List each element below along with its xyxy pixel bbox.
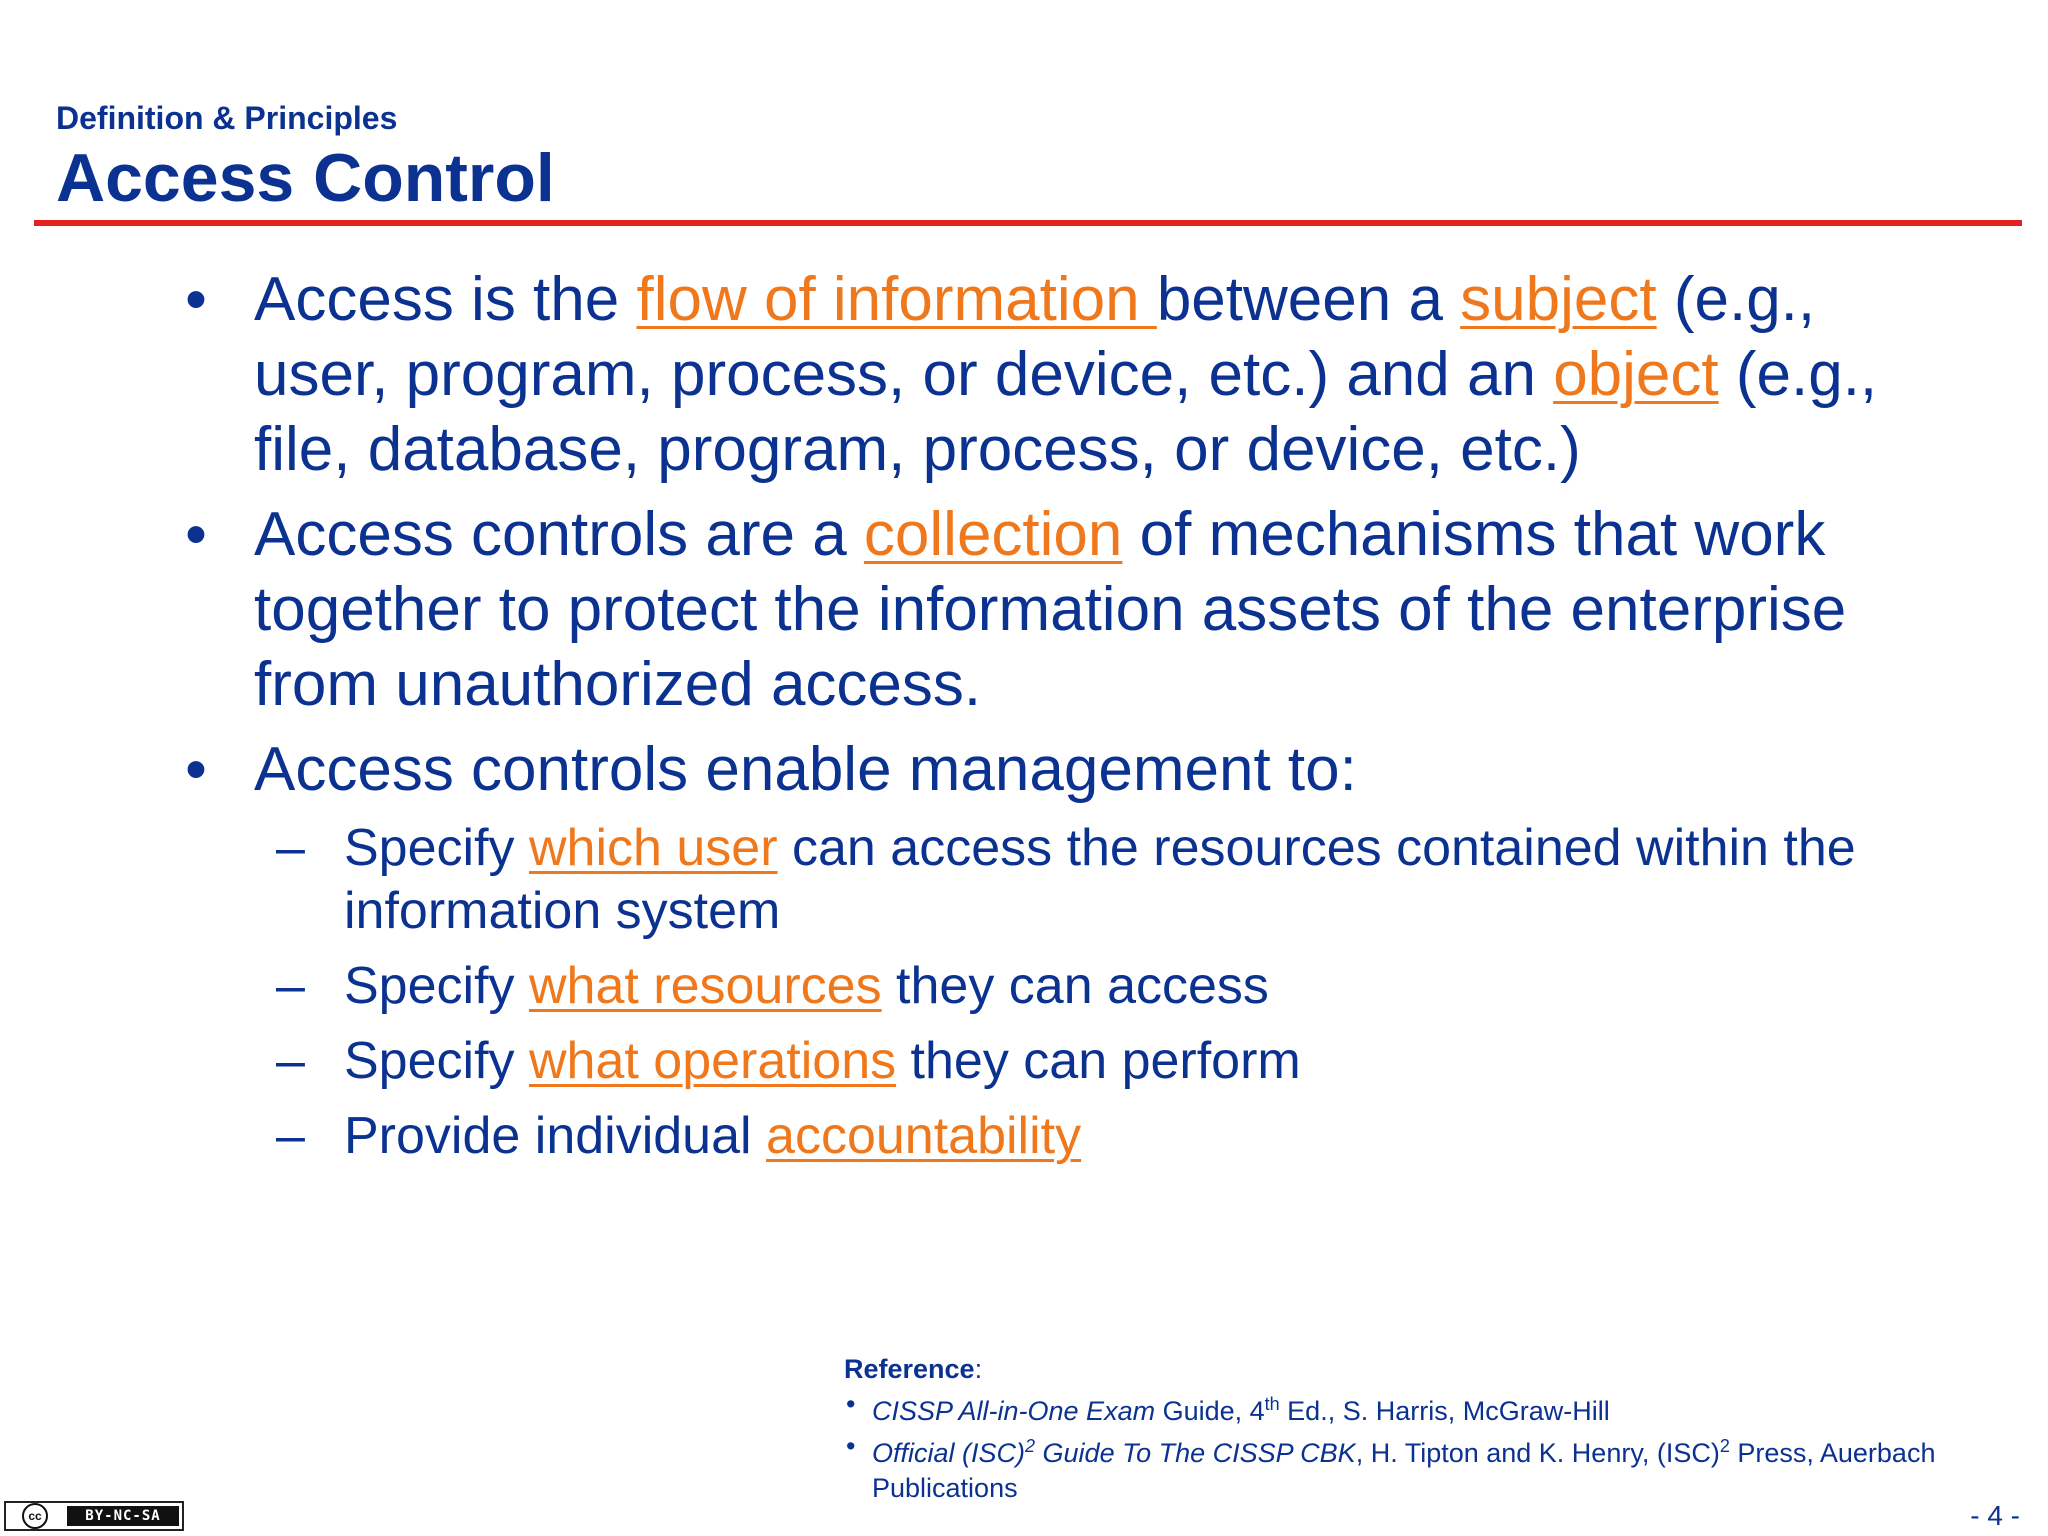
sub-bullet-item xyxy=(176,955,1896,1018)
highlighted-term: what resources xyxy=(528,957,882,1015)
bullet-dot-icon: • xyxy=(185,735,207,804)
dash-bullet-icon: – xyxy=(276,1032,305,1090)
bullet-item xyxy=(176,497,1896,722)
highlighted-term: what operations xyxy=(528,1032,897,1090)
text-run: Access controls are a xyxy=(254,500,864,569)
reference-text: Press, Auerbach Publications xyxy=(872,1438,1936,1503)
bullet-item xyxy=(176,262,1896,487)
bullet-item xyxy=(176,732,1896,807)
sub-bullet-item xyxy=(176,1030,1896,1093)
reference-superscript: th xyxy=(1264,1394,1280,1414)
bullet-dot-icon: • xyxy=(185,500,207,569)
text-run: they can perform xyxy=(896,1032,1301,1090)
reference-title-part: Official (ISC) xyxy=(872,1438,1026,1468)
slide-body xyxy=(176,262,1896,1180)
reference-label: Reference xyxy=(844,1354,975,1384)
reference-book-title xyxy=(872,1438,1356,1468)
text-run: between a xyxy=(1156,265,1461,334)
reference-item xyxy=(844,1387,2048,1429)
text-run: (e.g., user, program, process, or device, etc.) and an xyxy=(254,265,1816,409)
reference-superscript: 2 xyxy=(1719,1436,1730,1456)
text-run: Provide individual xyxy=(344,1107,767,1165)
bullet-dot-icon: • xyxy=(185,265,207,334)
title-divider xyxy=(34,220,2022,226)
reference-text: , H. Tipton and K. Henry, (ISC) xyxy=(1355,1438,1720,1468)
dash-bullet-icon: – xyxy=(276,819,305,877)
dash-bullet-icon: – xyxy=(276,957,305,1015)
highlighted-term: collection xyxy=(863,500,1123,569)
reference-heading xyxy=(844,1352,2048,1387)
reference-superscript: 2 xyxy=(1025,1436,1036,1456)
text-run: Access is the xyxy=(254,265,637,334)
page-number: - 4 - xyxy=(1970,1500,2020,1531)
sub-bullet-item xyxy=(176,817,1896,943)
text-run: they can access xyxy=(881,957,1269,1015)
bullet-dot-icon: • xyxy=(846,1389,856,1419)
text-run: Specify xyxy=(344,957,529,1015)
dash-bullet-icon: – xyxy=(276,1107,305,1165)
cc-mark: cc xyxy=(22,1503,48,1529)
page-title: Access Control xyxy=(56,140,555,216)
reference-block xyxy=(844,1352,2048,1506)
license-badge xyxy=(4,1501,184,1531)
reference-title-part: Guide To The CISSP CBK xyxy=(1035,1438,1356,1468)
reference-text: Guide, 4 xyxy=(1155,1396,1265,1426)
text-run: Specify xyxy=(344,819,529,877)
reference-colon: : xyxy=(974,1354,983,1384)
creative-commons-icon xyxy=(6,1503,64,1529)
bullet-dot-icon: • xyxy=(846,1431,856,1461)
highlighted-term: accountability xyxy=(766,1107,1082,1165)
text-run: Access controls enable management to: xyxy=(254,735,1357,804)
highlighted-term: flow of information xyxy=(636,265,1157,334)
text-run: Specify xyxy=(344,1032,529,1090)
text-run: can access the resources contained within the information system xyxy=(344,819,1856,940)
reference-item xyxy=(844,1429,2048,1506)
sub-bullet-item xyxy=(176,1105,1896,1168)
reference-text: Ed., S. Harris, McGraw-Hill xyxy=(1279,1396,1610,1426)
section-subtitle: Definition & Principles xyxy=(56,100,398,136)
highlighted-term: object xyxy=(1553,340,1719,409)
highlighted-term: which user xyxy=(528,819,778,877)
highlighted-term: subject xyxy=(1460,265,1657,334)
text-run: (e.g., file, database, program, process, or device, etc.) xyxy=(254,340,1878,484)
text-run: of mechanisms that work together to protect the information assets of the enterprise from unauthorized access. xyxy=(254,500,1847,719)
reference-book-title: CISSP All-in-One Exam xyxy=(872,1396,1156,1426)
license-terms: BY-NC-SA xyxy=(67,1506,179,1526)
